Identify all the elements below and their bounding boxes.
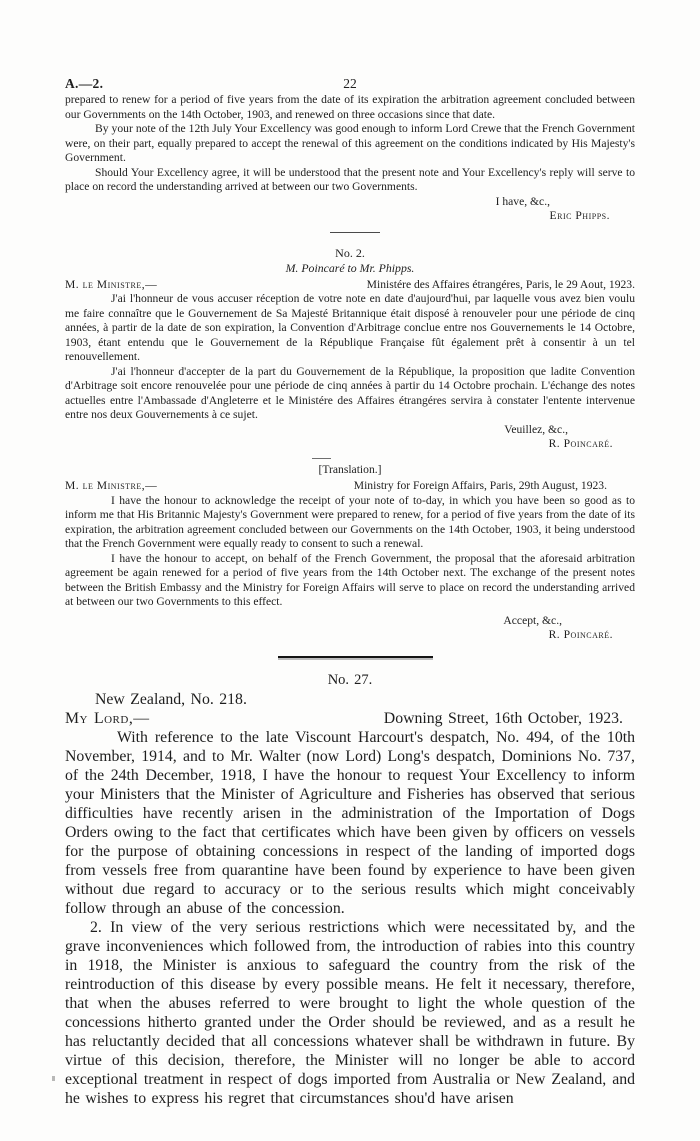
note1-paragraph-1: prepared to renew for a period of five years from the date of its expiration the arbitration agreement concluded between our Governments on the 14th October, 1903, and renewed on three occasions since that date. xyxy=(65,93,635,121)
translation-heading: [Translation.] xyxy=(318,462,382,476)
note27-paragraph-2: 2. In view of the very serious restrictions which were necessitated by, and the grave inconveniences which followed from, the introduction of rabies into this country in 1918, the Minister is anxious to safeguard the country from the risk of the reintroduction of this disease by every possible means. He felt it necessary, therefore, that when the abuses referred to were brought to light the whole question of the concessions hitherto granted under the Order should be reviewed, and as a result he has reluctantly decided that all concessions whatever shall be withdrawn in future. By virtue of this decision, therefore, the Minister will no longer be able to accord exceptional treatment in respect of dogs imported from Australia or New Zealand, and he wishes to express his regret that circumstances shou'd have arisen xyxy=(65,918,635,1107)
scan-artifact xyxy=(52,1076,55,1081)
note27-dateline-row xyxy=(65,709,635,728)
translation-paragraph-1: I have the honour to acknowledge the receipt of your note of to-day, in which you have been so good as to inform me that His Britannic Majesty's Government were prepared to renew, for a period of five years from the date of its expiration, the arbitration agreement concluded between our Governments on the 14th October, 1903, it being understood that the French Government were equally ready to consent to such a renewal. xyxy=(65,493,635,550)
page-number: 22 xyxy=(343,76,357,91)
section-divider xyxy=(330,232,380,233)
note2-paragraph-1: J'ai l'honneur de vous accuser réception de votre note en date d'aujourd'hui, par laquelle vous avez bien voulu me faire connaître que le Gouvernement de Sa Majesté Britannique était disposé à renouveler pour une période de cinq années, à partir de la date de son expiration, la Convention d'Arbitrage conclue entre nos Gouvernements le 14 Octobre, 1903, étant entendu que le Gouvernement de la République Française fût également prêt à consentir à un tel renouvellement. xyxy=(65,292,635,363)
translation-section xyxy=(65,463,635,658)
note1-paragraph-3: Should Your Excellency agree, it will be understood that the present note and Your Excellency's reply will serve to place on record the understanding arrived at between our two Governments. xyxy=(65,165,635,193)
note2-paragraph-2: J'ai l'honneur d'accepter de la part du Gouvernement de la République, la proposition que ladite Convention d'Arbitrage soit encore renouvelée pour une période de cinq années à partir du 14 Octobre prochain. L'échange des notes actuelles entre l'Ambassade d'Angleterre et le Ministére des Affaires étrangéres servira à constater l'entente intervenue entre nos deux Gouvernements à ce sujet. xyxy=(65,364,635,421)
note2-signature: R. Poincaré. xyxy=(548,437,613,450)
major-section-divider xyxy=(278,656,433,658)
note2-subheading: M. Poincaré to Mr. Phipps. xyxy=(285,261,415,275)
note27-dateline: Downing Street, 16th October, 1923. xyxy=(383,709,623,727)
doc-reference: A.—2. xyxy=(65,76,104,91)
page-header xyxy=(65,76,635,93)
translation-dateline-row xyxy=(65,479,635,494)
note27-paragraph-1: With reference to the late Viscount Harcourt's despatch, No. 494, of the 10th November, 1914, and to Mr. Walter (now Lord) Long's despatch, Dominions No. 737, of the 24th December, 1918, I have the honour to request Your Excellency to inform your Ministers that the Minister of Agriculture and Fisheries has observed that serious difficulties have recently arisen in the administration of the Importation of Dogs Orders owing to the fact that certificates which have been given by officers on vessels for the purpose of obtaining concessions in respect of the landing of imported dogs from vessels free from quarantine have been found by experience to have been given without due regard to accuracy or to the serious results which might conceivably follow through an abuse of the concession. xyxy=(65,728,635,917)
note1-signature: Eric Phipps. xyxy=(549,209,610,222)
note-2-section xyxy=(65,246,635,459)
note1-paragraph-2: By your note of the 12th July Your Excellency was good enough to inform Lord Crewe that the French Government were, on their part, equally prepared to accept the renewal of this agreement on the conditions indicated by His Majesty's Government. xyxy=(65,122,635,164)
translation-salutation: M. le Ministre,— xyxy=(65,479,158,492)
note27-salutation: My Lord,— xyxy=(65,709,150,727)
note-1-section xyxy=(65,93,635,233)
translation-valediction: Accept, &c., xyxy=(503,613,562,627)
note2-dateline-row xyxy=(65,278,635,293)
note2-dateline: Ministére des Affaires étrangéres, Paris, le 29 Aout, 1923. xyxy=(366,277,635,291)
note27-heading: No. 27. xyxy=(327,671,373,688)
note2-salutation: M. le Ministre,— xyxy=(65,277,158,291)
note2-heading: No. 2. xyxy=(335,245,365,260)
note1-valediction: I have, &c., xyxy=(495,194,550,208)
note27-reference: New Zealand, No. 218. xyxy=(95,690,247,708)
translation-paragraph-2: I have the honour to accept, on behalf of the French Government, the proposal that the aforesaid arbitration agreement be again renewed for a period of five years from the 14th October next. The exchange of the present notes between the British Embassy and the Ministry for Foreign Affairs will serve to place on record the understanding arrived at between our two Governments to this effect. xyxy=(65,551,635,608)
translation-dateline: Ministry for Foreign Affairs, Paris, 29th August, 1923. xyxy=(353,479,607,492)
note2-valediction: Veuillez, &c., xyxy=(504,422,568,436)
translation-signature: R. Poincaré. xyxy=(548,628,613,641)
note-27-section xyxy=(65,671,635,1108)
translation-divider xyxy=(312,458,331,459)
